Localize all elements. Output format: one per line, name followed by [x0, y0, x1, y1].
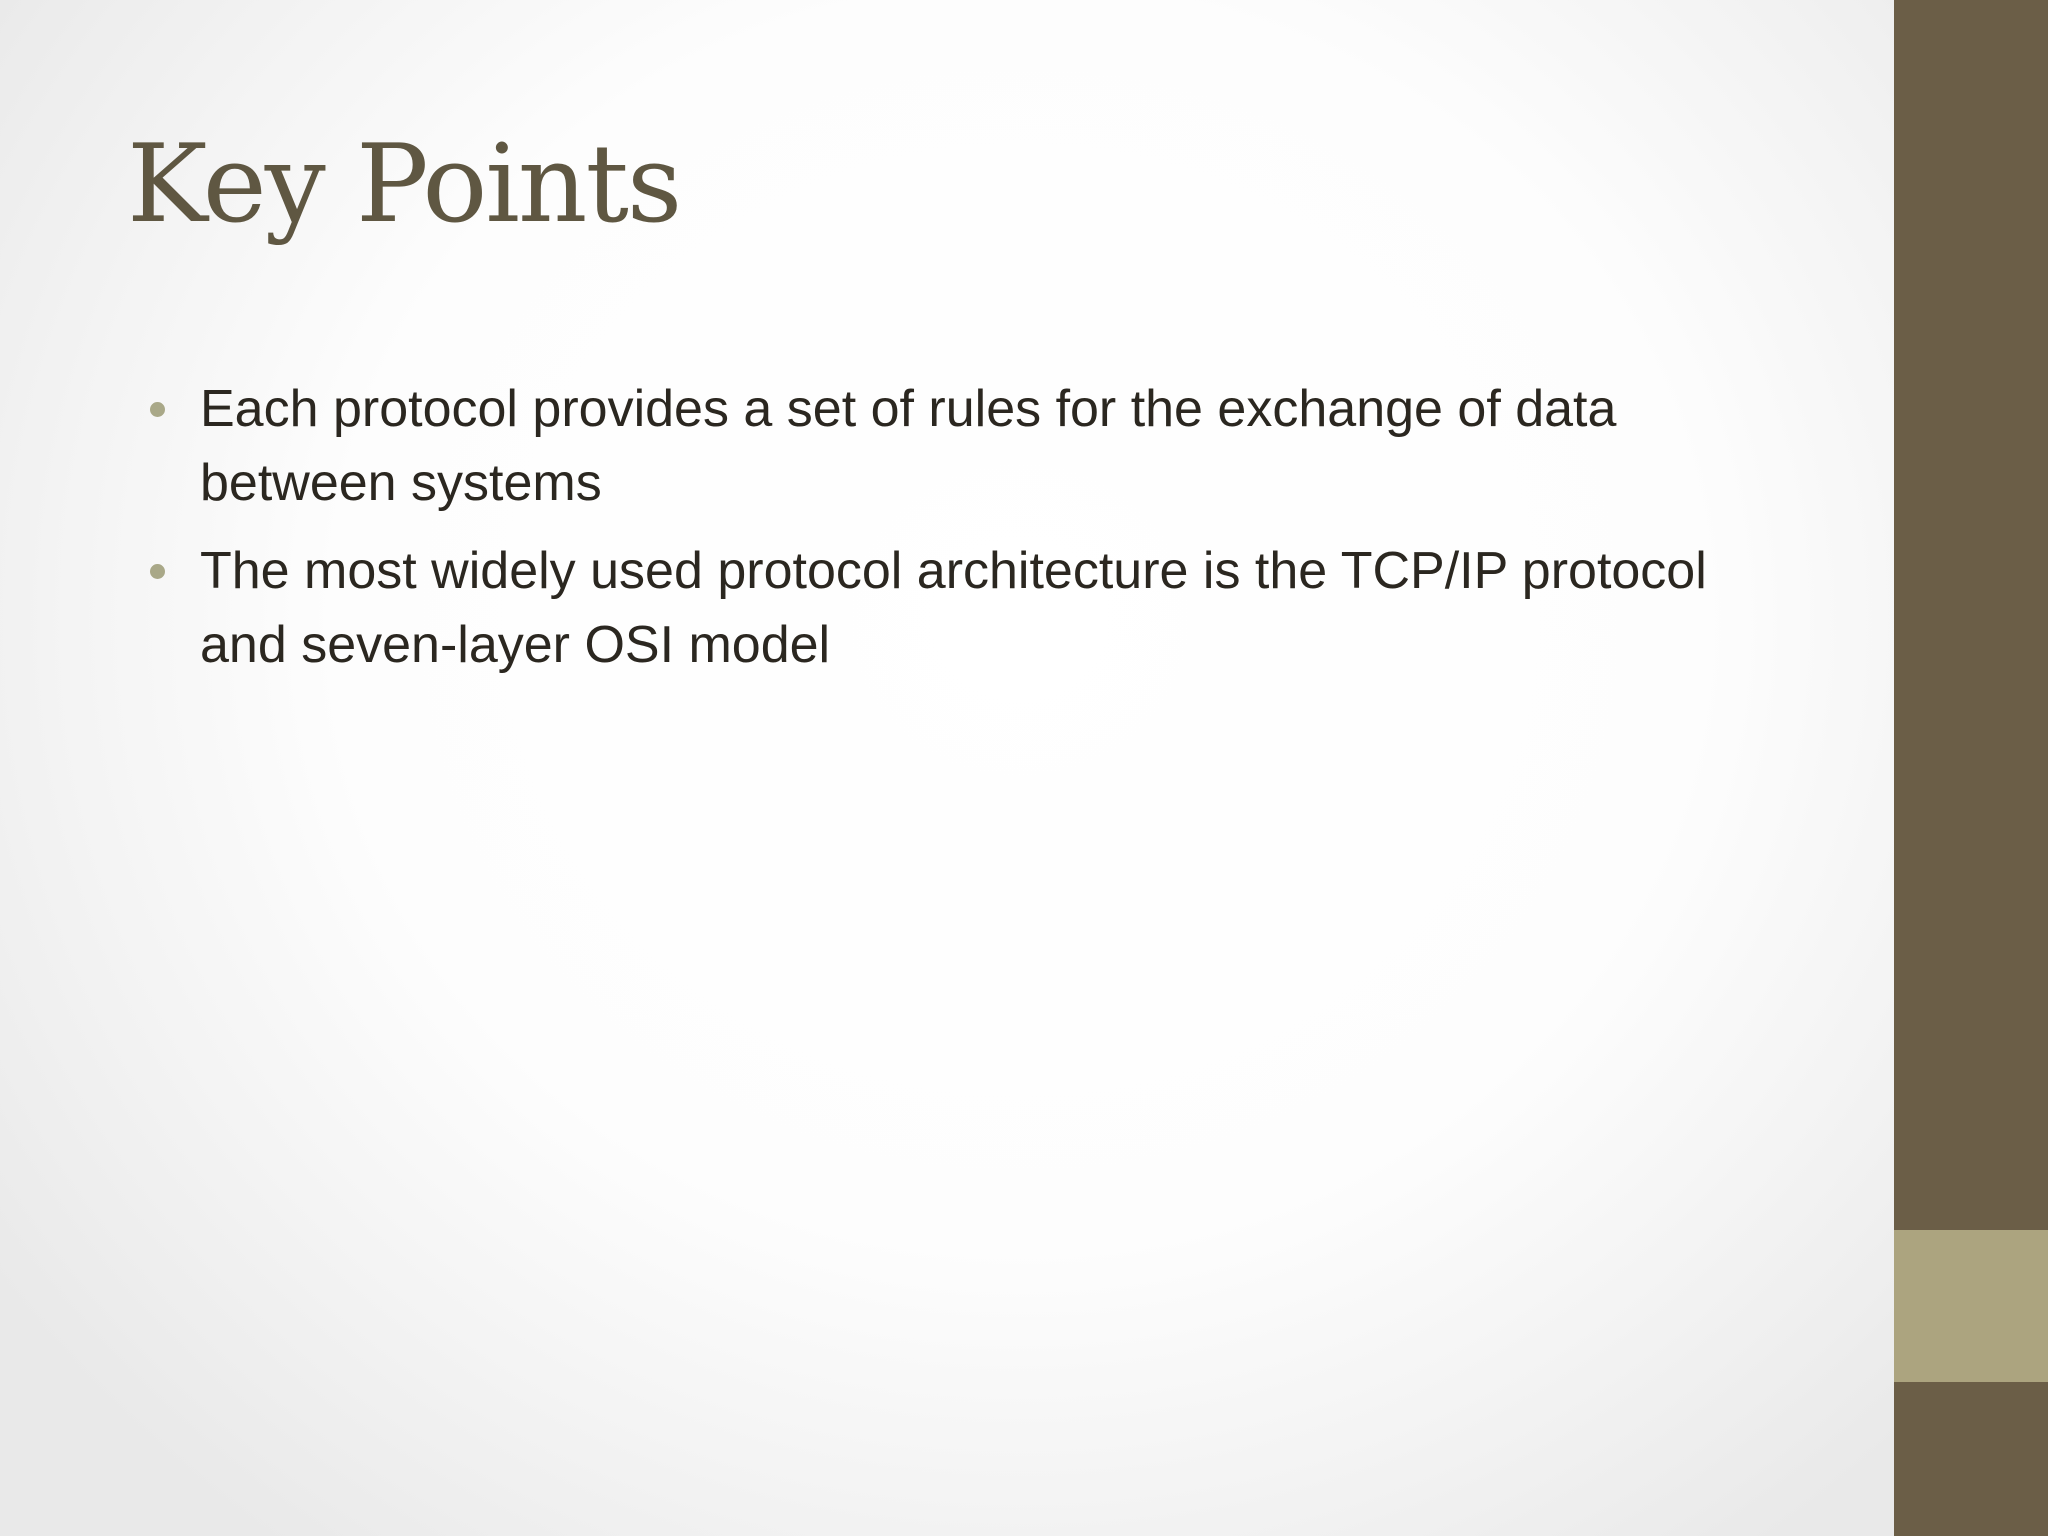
- decorative-sidebar: [1894, 0, 2048, 1536]
- bullet-dot-icon: [150, 564, 165, 579]
- bullet-item: [146, 372, 1806, 520]
- sidebar-accent-block: [1894, 1230, 2048, 1382]
- bullet-item: [146, 534, 1806, 682]
- bullet-dot-icon: [150, 402, 165, 417]
- slide-title: Key Points: [127, 122, 681, 247]
- bullet-text: Each protocol provides a set of rules for the exchange of data between systems: [200, 380, 1617, 512]
- bullet-text: The most widely used protocol architecture is the TCP/IP protocol and seven-layer OSI model: [200, 542, 1707, 674]
- bullet-list: [146, 372, 1806, 696]
